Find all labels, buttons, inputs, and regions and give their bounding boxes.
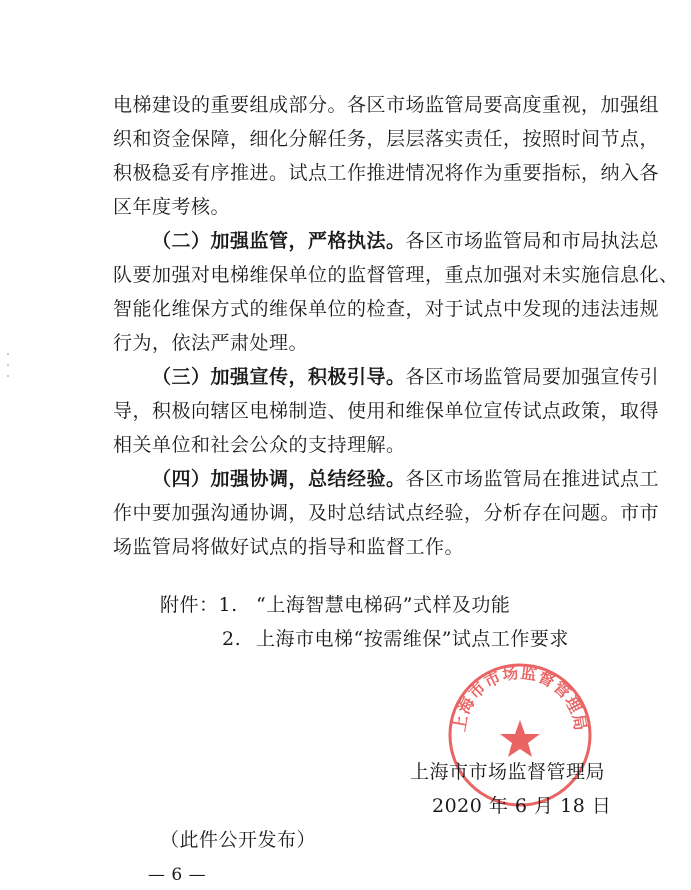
section-heading: （四）加强协调，总结经验。 — [152, 468, 406, 490]
section-heading: （二）加强监管，严格执法。 — [152, 230, 406, 252]
section-text: 各区市场监管局和市局执法总 — [405, 230, 660, 252]
signature-date: 2020 年 6 月 18 日 — [432, 795, 612, 817]
paragraph-line: 织和资金保障，细化分解任务，层层落实责任，按照时间节点， — [113, 128, 660, 150]
attachment-item: “上海智慧电梯码”式样及功能 — [256, 594, 511, 616]
paragraph-line: 积极稳妥有序推进。试点工作推进情况将作为重要指标，纳入各 — [113, 162, 660, 184]
attachment-label: 附件：1. — [160, 594, 238, 616]
page-number: — 6 — — [148, 865, 207, 885]
paragraph-line: 作中要加强沟通协调，及时总结试点经验，分析存在问题。市市 — [113, 502, 660, 524]
publish-note: （此件公开发布） — [160, 829, 317, 851]
paragraph-line: 场监管局将做好试点的指导和监督工作。 — [113, 536, 465, 558]
attachment-number: 2. — [222, 628, 242, 650]
official-seal — [445, 660, 595, 810]
section-text: 各区市场监管局要加强宣传引 — [405, 366, 660, 388]
paragraph-line: 队要加强对电梯维保单位的监督管理，重点加强对未实施信息化、 — [113, 264, 679, 286]
binding-dots — [6, 350, 10, 380]
section-first-line — [152, 365, 660, 389]
paragraph-line: 行为，依法严肃处理。 — [113, 332, 309, 354]
section-text: 各区市场监管局在推进试点工 — [405, 468, 660, 490]
star-icon — [500, 720, 540, 757]
section-first-line — [152, 229, 660, 253]
attachment-item: 上海市电梯“按需维保”试点工作要求 — [256, 628, 569, 650]
paragraph-line: 智能化维保方式的维保单位的检查，对于试点中发现的违法违规 — [113, 298, 660, 320]
paragraph-line: 相关单位和社会公众的支持理解。 — [113, 434, 406, 456]
section-heading: （三）加强宣传，积极引导。 — [152, 366, 406, 388]
paragraph-line: 区年度考核。 — [113, 196, 231, 218]
signature-org: 上海市市场监督管理局 — [410, 761, 606, 783]
section-first-line — [152, 467, 660, 491]
seal-text: 上海市市场监督管理局 — [449, 662, 591, 733]
paragraph-line: 导，积极向辖区电梯制造、使用和维保单位宣传试点政策，取得 — [113, 400, 660, 422]
paragraph-line: 电梯建设的重要组成部分。各区市场监管局要高度重视，加强组 — [113, 94, 660, 116]
